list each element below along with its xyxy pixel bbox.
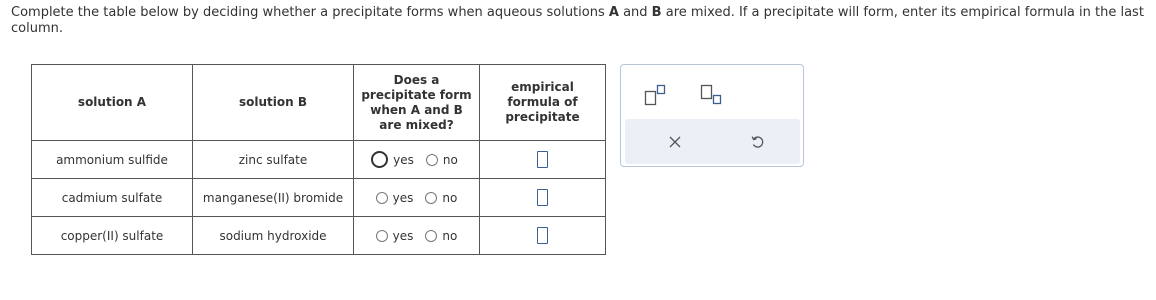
header-solution-a: solution A <box>32 65 193 141</box>
header-precipitate-question: Does a precipitate form when A and B are mixed? <box>354 65 480 141</box>
instructions: Complete the table below by deciding whether a precipitate forms when aqueous solutions A and B are mixed. If a precipitate will form, enter its empirical formula in the last column. <box>11 5 1144 36</box>
precipitate-choice-cell <box>354 179 480 217</box>
solution-a-cell: cadmium sulfate <box>32 179 193 217</box>
no-radio-option[interactable]: no <box>426 153 458 167</box>
precipitate-choice-cell <box>354 141 480 179</box>
solution-a-cell: ammonium sulfide <box>32 141 193 179</box>
no-radio-option[interactable]: no <box>425 191 457 205</box>
no-radio-button[interactable] <box>425 230 437 242</box>
yes-radio-option[interactable]: yes <box>375 151 414 168</box>
formula-cell <box>480 217 606 255</box>
precipitate-table <box>31 64 606 255</box>
formula-cell <box>480 179 606 217</box>
solution-b-label: B <box>651 5 662 20</box>
formula-cell <box>480 141 606 179</box>
table-row <box>32 141 606 179</box>
precipitate-choice-cell <box>354 217 480 255</box>
no-radio-option[interactable]: no <box>425 229 457 243</box>
yes-radio-option[interactable]: yes <box>376 191 414 205</box>
table-row <box>32 179 606 217</box>
header-row <box>32 65 606 141</box>
clear-x-icon[interactable] <box>665 132 685 152</box>
table-row <box>32 217 606 255</box>
superscript-template-icon[interactable] <box>644 83 668 107</box>
no-radio-button[interactable] <box>426 154 438 166</box>
solution-a-label: A <box>608 5 619 20</box>
yes-radio-button[interactable] <box>376 192 388 204</box>
undo-icon[interactable] <box>748 132 768 152</box>
action-bar <box>625 119 800 164</box>
solution-b-cell: manganese(II) bromide <box>193 179 354 217</box>
formula-tool-palette <box>620 64 804 167</box>
subscript-template-icon[interactable] <box>700 83 724 107</box>
yes-radio-button[interactable] <box>371 151 388 168</box>
formula-input[interactable] <box>537 189 548 206</box>
formula-input[interactable] <box>537 151 548 168</box>
header-empirical-formula: empirical formula of precipitate <box>480 65 606 141</box>
yes-radio-option[interactable]: yes <box>376 229 414 243</box>
header-solution-b: solution B <box>193 65 354 141</box>
no-radio-button[interactable] <box>425 192 437 204</box>
solution-b-cell: zinc sulfate <box>193 141 354 179</box>
solution-b-cell: sodium hydroxide <box>193 217 354 255</box>
formula-input[interactable] <box>537 227 548 244</box>
solution-a-cell: copper(II) sulfate <box>32 217 193 255</box>
yes-radio-button[interactable] <box>376 230 388 242</box>
